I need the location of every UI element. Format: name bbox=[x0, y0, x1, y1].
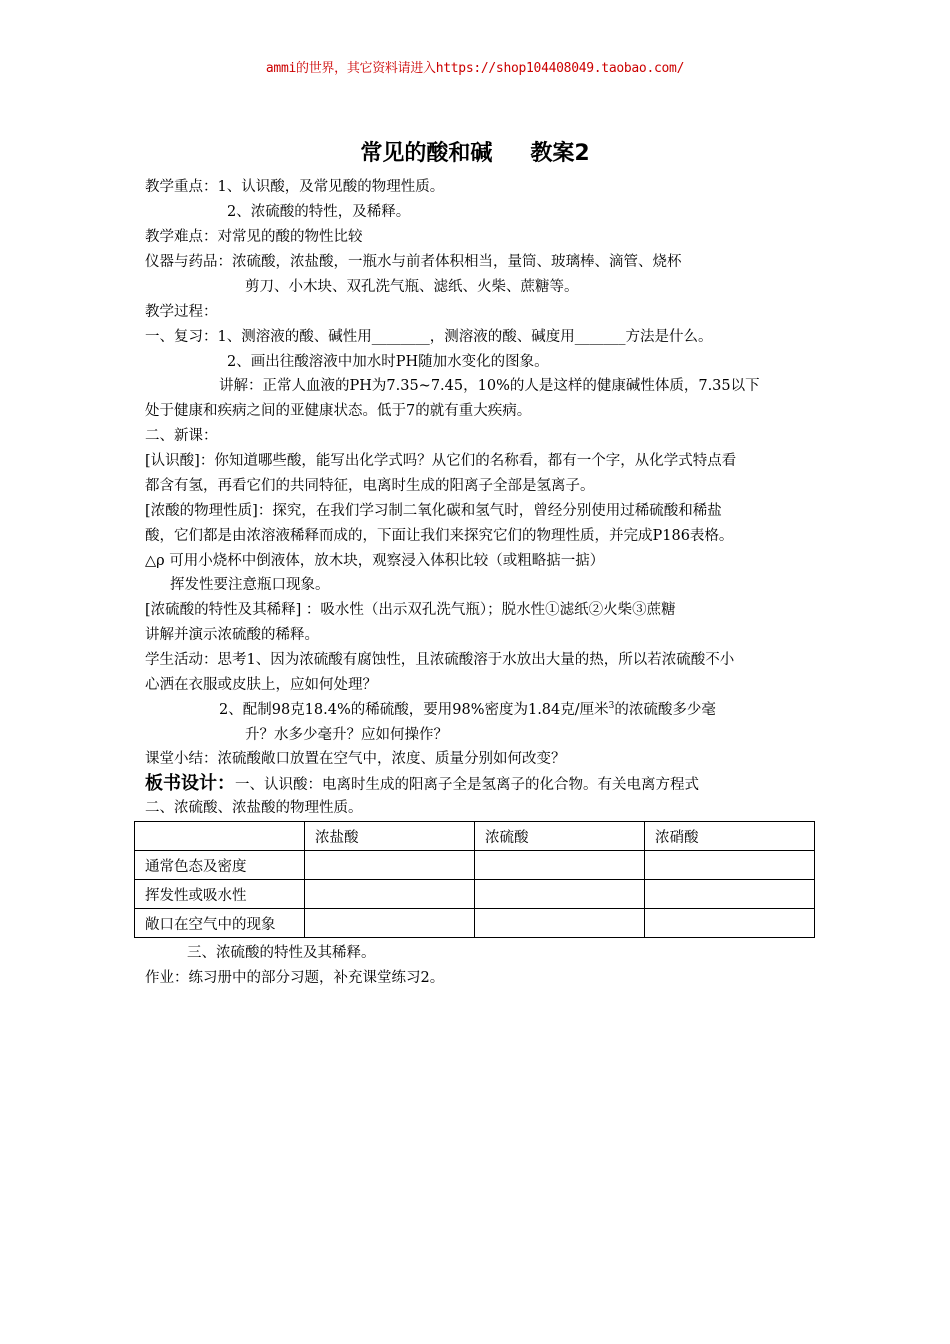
table-row bbox=[135, 880, 815, 909]
sulfuric-line-2: 讲解并演示浓硫酸的稀释。 bbox=[145, 627, 319, 643]
physical-line-2: 酸，它们都是由浓溶液稀释而成的，下面让我们来探究它们的物理性质，并完成P186表格。 bbox=[145, 528, 734, 544]
review-line-2: 2、画出往酸溶液中加水时PH随加水变化的图象。 bbox=[227, 354, 549, 370]
process-heading: 教学过程： bbox=[145, 304, 218, 320]
activity-line-3 bbox=[219, 700, 899, 720]
board-line-1: 一、认识酸：电离时生成的阳离子全是氢离子的化合物。有关电离方程式 bbox=[235, 777, 699, 793]
physical-line-1: [浓酸的物理性质]：探究，在我们学习制二氧化碳和氢气时，曾经分别使用过稀硫酸和稀盐 bbox=[145, 503, 722, 519]
focus-line-2: 2、浓硫酸的特性，及稀释。 bbox=[227, 204, 411, 220]
cubic-superscript: 3 bbox=[608, 701, 615, 712]
activity-line-2: 心洒在衣服或皮肤上，应如何处理？ bbox=[145, 677, 377, 693]
table-row bbox=[135, 909, 815, 938]
title-sub: 教案2 bbox=[530, 141, 590, 166]
activity-line-4: 升？水多少毫升？应如何操作？ bbox=[245, 727, 448, 743]
volatility-line: 挥发性要注意瓶口现象。 bbox=[170, 577, 330, 593]
density-line: △ρ 可用小烧杯中倒液体，放木块，观察浸入体积比较（或粗略掂一掂） bbox=[145, 553, 605, 569]
table-header-cell: 浓硫酸 bbox=[475, 822, 645, 851]
row-label-cell: 敞口在空气中的现象 bbox=[135, 909, 305, 938]
table-cell bbox=[475, 880, 645, 909]
page-title bbox=[0, 136, 950, 167]
homework-line: 作业：练习册中的部分习题，补充课堂练习2。 bbox=[145, 970, 445, 986]
summary-line: 课堂小结：浓硫酸敞口放置在空气中，浓度、质量分别如何改变？ bbox=[145, 751, 566, 767]
table-cell bbox=[475, 851, 645, 880]
lecture-line-1: 讲解：正常人血液的PH为7.35~7.45，10%的人是这样的健康碱性体质，7.35以下 bbox=[219, 378, 760, 394]
focus-line-1: 教学重点：1、认识酸，及常见酸的物理性质。 bbox=[145, 179, 445, 195]
table-cell bbox=[645, 880, 815, 909]
table-cell bbox=[305, 851, 475, 880]
lecture-line-2: 处于健康和疾病之间的亚健康状态。低于7的就有重大疾病。 bbox=[145, 403, 532, 419]
table-header-cell bbox=[135, 822, 305, 851]
table-cell bbox=[305, 880, 475, 909]
table-header-cell: 浓盐酸 bbox=[305, 822, 475, 851]
board-line-2: 二、浓硫酸、浓盐酸的物理性质。 bbox=[145, 800, 363, 816]
new-lesson-heading: 二、新课： bbox=[145, 428, 218, 444]
board-design-heading: 板书设计： bbox=[145, 773, 235, 794]
review-line-1: 一、复习：1、测溶液的酸、碱性用________，测溶液的酸、碱度用_______方法是什么。 bbox=[145, 329, 713, 345]
row-label-cell: 通常色态及密度 bbox=[135, 851, 305, 880]
activity-line-3-text-a: 2、配制98克18.4%的稀硫酸，要用98%密度为1.84克/厘米 bbox=[219, 702, 609, 718]
know-acid-line-1: [认识酸]：你知道哪些酸，能写出化学式吗？从它们的名称看，都有一个字，从化学式特点看 bbox=[145, 453, 737, 469]
activity-line-1: 学生活动：思考1、因为浓硫酸有腐蚀性，且浓硫酸溶于水放出大量的热，所以若浓硫酸不小 bbox=[145, 652, 735, 668]
table-header-cell: 浓硝酸 bbox=[645, 822, 815, 851]
table-cell bbox=[305, 909, 475, 938]
acid-properties-table bbox=[134, 821, 815, 938]
board-design-line bbox=[145, 774, 825, 795]
equipment-line-1: 仪器与药品：浓硫酸，浓盐酸，一瓶水与前者体积相当，量筒、玻璃棒、滴管、烧杯 bbox=[145, 254, 682, 270]
header-watermark-note: ammi的世界，其它资料请进入https://shop104408049.taobao.com/ bbox=[265, 61, 685, 76]
title-main: 常见的酸和碱 bbox=[360, 141, 493, 166]
table-header-row bbox=[135, 822, 815, 851]
table-cell bbox=[645, 909, 815, 938]
difficulty-line: 教学难点：对常见的酸的物性比较 bbox=[145, 229, 363, 245]
sulfuric-line-1: [浓硫酸的特性及其稀释] ：吸水性（出示双孔洗气瓶）；脱水性①滤纸②火柴③蔗糖 bbox=[145, 602, 676, 618]
know-acid-line-2: 都含有氢，再看它们的共同特征，电离时生成的阳离子全部是氢离子。 bbox=[145, 478, 595, 494]
equipment-line-2: 剪刀、小木块、双孔洗气瓶、滤纸、火柴、蔗糖等。 bbox=[245, 279, 579, 295]
table-cell bbox=[645, 851, 815, 880]
board-line-3: 三、浓硫酸的特性及其稀释。 bbox=[187, 945, 376, 961]
table-row bbox=[135, 851, 815, 880]
activity-line-3-text-b: 的浓硫酸多少毫 bbox=[614, 702, 716, 718]
row-label-cell: 挥发性或吸水性 bbox=[135, 880, 305, 909]
table-cell bbox=[475, 909, 645, 938]
